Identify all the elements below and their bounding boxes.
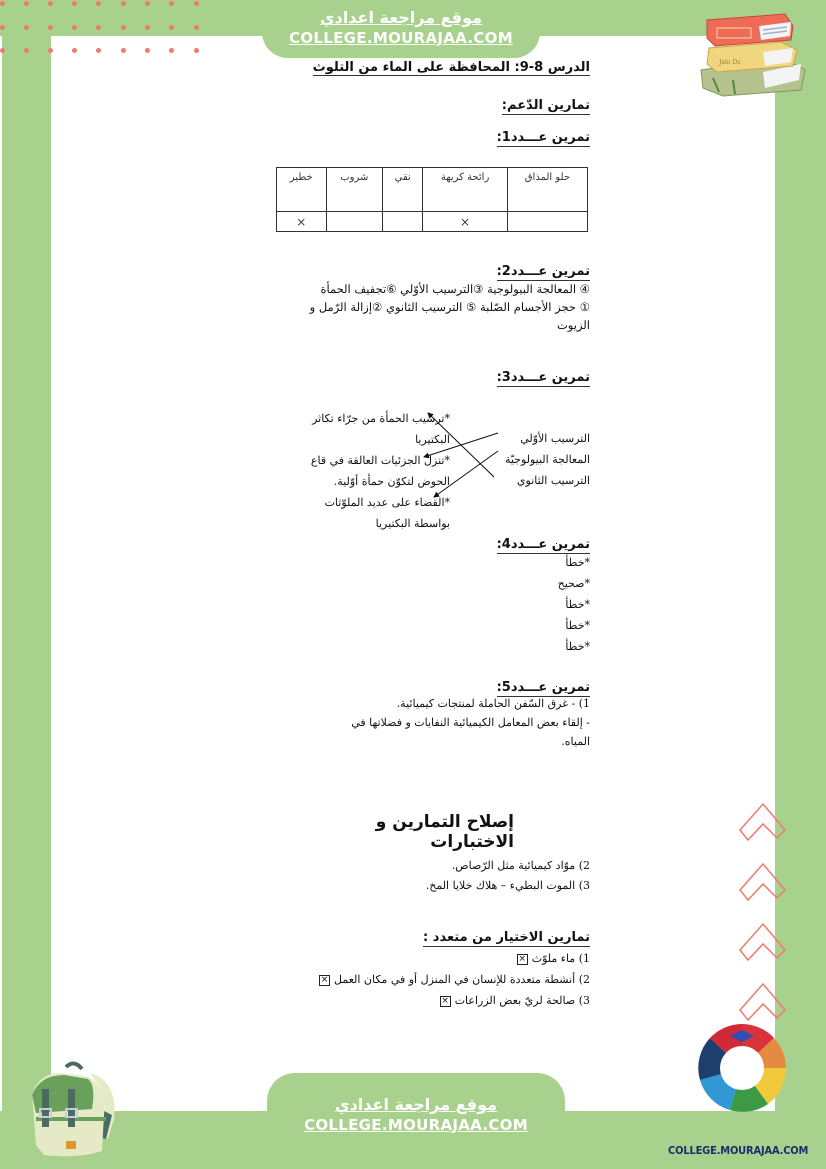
table-row bbox=[277, 212, 588, 232]
table-cell: × bbox=[277, 212, 327, 232]
frame-left-strip bbox=[2, 0, 51, 1169]
exercise3-heading: تمرين عـــدد3: bbox=[496, 370, 590, 385]
list-item: *خطأ bbox=[565, 640, 590, 653]
table-header-row bbox=[277, 168, 588, 212]
chevron-up-icon bbox=[733, 790, 793, 1040]
table-header-cell: رائحة كريهة bbox=[423, 168, 508, 212]
table-cell bbox=[383, 212, 423, 232]
exercise1-heading: تمرين عـــدد1: bbox=[496, 130, 590, 145]
exercise4-heading: تمرين عـــدد4: bbox=[496, 537, 590, 552]
site-url-link[interactable]: COLLEGE.MOURAJAA.COM bbox=[304, 1116, 528, 1134]
mcq-heading: تمارين الاختيار من متعدد : bbox=[423, 930, 590, 945]
list-item: بواسطة البكتيريا bbox=[375, 517, 450, 530]
correction-heading: إصلاح التمارين و الاختبارات bbox=[375, 812, 514, 852]
site-url-link[interactable]: COLLEGE.MOURAJAA.COM bbox=[289, 29, 513, 47]
site-name-arabic[interactable]: موقع مراجعة اعدادي bbox=[334, 1095, 498, 1114]
backpack-icon bbox=[18, 1055, 118, 1165]
exercise2-body bbox=[272, 280, 590, 334]
exercise2-line: الزيوت bbox=[556, 318, 590, 332]
checked-box-icon: × bbox=[441, 995, 449, 1006]
matching-arrows-icon bbox=[420, 405, 510, 505]
list-item: الحوض لتكوّن حمأة أوّلية. bbox=[333, 475, 450, 488]
list-item: *تنزل الجزئيات العالقة في قاع bbox=[310, 454, 450, 467]
exercise5-line: 1) - غرق السّفن الحاملة لمنتجات كيميائية. bbox=[396, 697, 590, 710]
mcq-item: 3) صالحة لريّ بعض الزراعات× bbox=[441, 994, 590, 1007]
site-footer-badge[interactable] bbox=[267, 1073, 565, 1169]
list-item: *ترسيب الحمأة من جرّاء تكاثر bbox=[312, 412, 450, 425]
list-item: *القضاء على عديد الملوّثات bbox=[324, 496, 450, 509]
mcq-list bbox=[290, 948, 590, 1011]
exercise5-line: - إلقاء بعض المعامل الكيميائية النفايات و فضلاتها في bbox=[351, 716, 590, 729]
table-cell bbox=[326, 212, 383, 232]
exercise5-line: المياه. bbox=[561, 735, 590, 748]
list-item: الترسيب الأوّلي bbox=[520, 432, 590, 445]
site-header-badge[interactable] bbox=[262, 0, 540, 58]
table-header-cell: حلو المذاق bbox=[507, 168, 587, 212]
exercise2-line: ④ المعالجة البيولوجية ③الترسيب الأوّلي ⑥تجفيف الحمأة bbox=[320, 282, 590, 296]
list-item: الترسيب الثانوي bbox=[516, 474, 590, 487]
list-item: *صحيح bbox=[557, 577, 590, 590]
table-cell bbox=[507, 212, 587, 232]
table-header-cell: شروب bbox=[326, 168, 383, 212]
table-cell: × bbox=[423, 212, 508, 232]
svg-text:Jalo Dz: Jalo Dz bbox=[719, 59, 741, 66]
correction-list bbox=[350, 856, 590, 896]
list-item: *خطأ bbox=[565, 619, 590, 632]
exercise4-answers bbox=[500, 552, 590, 657]
exercise5-body bbox=[270, 694, 590, 751]
table-header-cell: نقي bbox=[383, 168, 423, 212]
table-header-cell: خطير bbox=[277, 168, 327, 212]
lesson-title: الدرس 8-9: المحافظة على الماء من التلوث bbox=[312, 60, 590, 75]
exercise2-heading: تمرين عـــدد2: bbox=[496, 264, 590, 279]
exercise1-table bbox=[276, 167, 588, 232]
checked-box-icon: × bbox=[518, 953, 526, 964]
books-stack-icon bbox=[693, 8, 813, 98]
exercise5-heading: تمرين عـــدد5: bbox=[496, 680, 590, 695]
list-item: 2) موّاد كيميائية مثل الرّصاص. bbox=[451, 859, 590, 872]
list-item: البكتيريا bbox=[415, 433, 450, 446]
list-item: *خطأ bbox=[565, 598, 590, 611]
site-logo-icon[interactable] bbox=[696, 1022, 788, 1114]
support-exercises-heading: تمارين الدّعم: bbox=[501, 98, 590, 113]
list-item: *خطأ bbox=[565, 556, 590, 569]
mcq-item: 1) ماء ملوّث× bbox=[518, 952, 590, 965]
mcq-item: 2) أنشطة متعددة للإنسان في المنزل أو في مكان العمل× bbox=[320, 973, 590, 986]
decorative-dots bbox=[0, 0, 200, 52]
exercise2-line: ① حجز الأجسام الصّلبة ⑤ الترسيب الثانوي ②إزالة الرّمل و bbox=[309, 300, 590, 314]
logo-caption[interactable]: COLLEGE.MOURAJAA.COM bbox=[668, 1144, 809, 1157]
list-item: 3) الموت البطيء – هلاك خلايا المخ. bbox=[425, 879, 590, 892]
site-name-arabic[interactable]: موقع مراجعة اعدادي bbox=[319, 8, 483, 27]
checked-box-icon: × bbox=[320, 974, 329, 985]
list-item: المعالجة البيولوجيّة bbox=[504, 453, 590, 466]
